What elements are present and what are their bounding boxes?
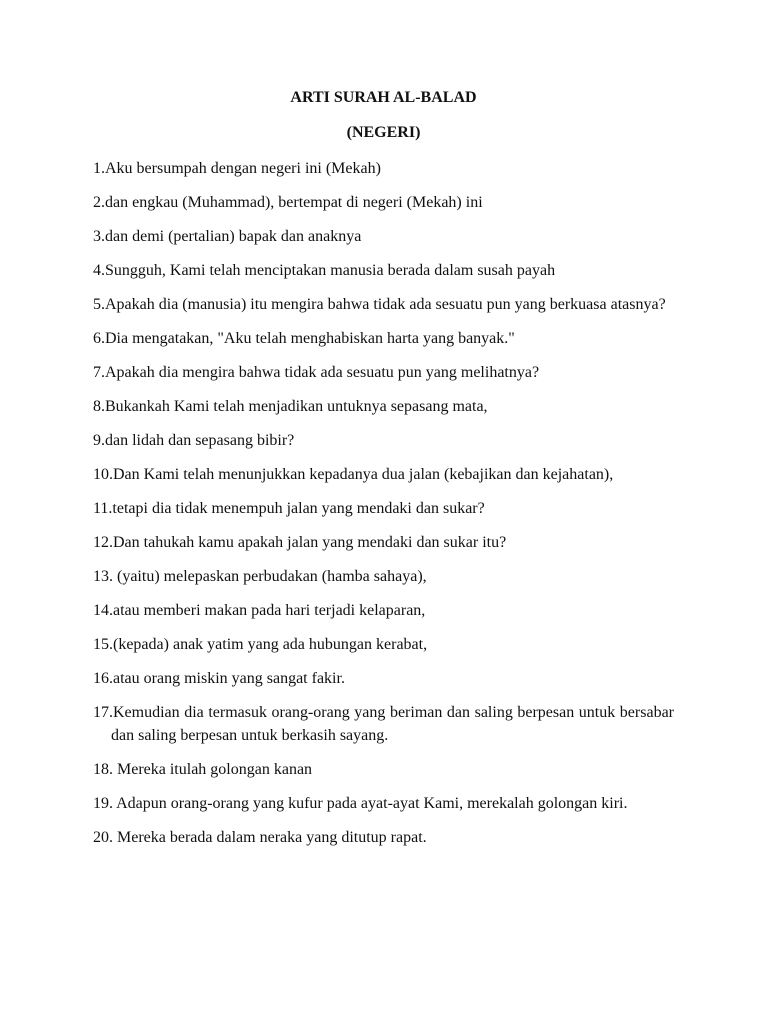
- verse-10: 10.Dan Kami telah menunjukkan kepadanya dua jalan (kebajikan dan kejahatan),: [93, 466, 614, 483]
- verse-14: 14.atau memberi makan pada hari terjadi kelaparan,: [93, 602, 426, 619]
- verse-18: 18. Mereka itulah golongan kanan: [93, 761, 313, 778]
- verse-13: 13. (yaitu) melepaskan perbudakan (hamba sahaya),: [93, 568, 427, 585]
- verse-7: 7.Apakah dia mengira bahwa tidak ada sesuatu pun yang melihatnya?: [93, 364, 540, 381]
- verse-6: 6.Dia mengatakan, "Aku telah menghabiskan harta yang banyak.": [93, 330, 515, 347]
- document-subtitle: (NEGERI): [346, 124, 421, 141]
- verse-4: 4.Sungguh, Kami telah menciptakan manusia berada dalam susah payah: [93, 262, 556, 279]
- verse-12: 12.Dan tahukah kamu apakah jalan yang mendaki dan sukar itu?: [93, 534, 507, 551]
- verse-3: 3.dan demi (pertalian) bapak dan anaknya: [93, 228, 362, 245]
- verse-11: 11.tetapi dia tidak menempuh jalan yang mendaki dan sukar?: [93, 500, 485, 517]
- verse-19: 19. Adapun orang-orang yang kufur pada ayat-ayat Kami, merekalah golongan kiri.: [93, 795, 628, 812]
- verse-20: 20. Mereka berada dalam neraka yang ditutup rapat.: [93, 829, 427, 846]
- verse-5: 5.Apakah dia (manusia) itu mengira bahwa tidak ada sesuatu pun yang berkuasa atasnya?: [93, 296, 666, 313]
- verse-8: 8.Bukankah Kami telah menjadikan untuknya sepasang mata,: [93, 398, 488, 415]
- verse-9: 9.dan lidah dan sepasang bibir?: [93, 432, 295, 449]
- verse-list: [93, 157, 674, 849]
- verse-1: 1.Aku bersumpah dengan negeri ini (Mekah): [93, 160, 381, 177]
- document-page: [93, 88, 674, 860]
- verse-15: 15.(kepada) anak yatim yang ada hubungan kerabat,: [93, 636, 428, 653]
- document-title: ARTI SURAH AL-BALAD: [290, 89, 477, 106]
- verse-16: 16.atau orang miskin yang sangat fakir.: [93, 670, 345, 687]
- verse-17: 17.Kemudian dia termasuk orang-orang yang beriman dan saling berpesan untuk bersabar dan saling berpesan untuk berkasih sayang.: [93, 704, 674, 744]
- verse-2: 2.dan engkau (Muhammad), bertempat di negeri (Mekah) ini: [93, 194, 483, 211]
